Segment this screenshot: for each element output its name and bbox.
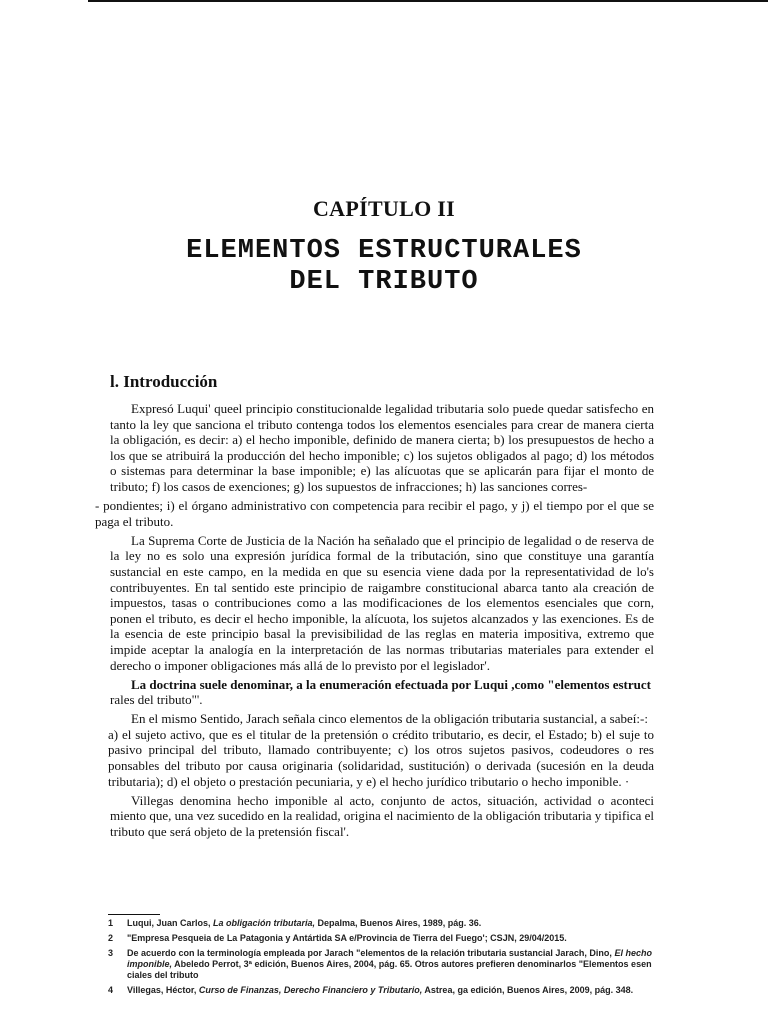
footnote-text [127,918,656,929]
footnote-number: 2 [108,933,114,943]
footnote-text-part: Depalma, Buenos Aires, 1989, pág. 36. [315,918,482,928]
paragraph-1-continuation: - pondientes; i) el órgano administrativo con competencia para recibir el pago, y j) el tiempo por el que se paga el tributo. [95,498,654,529]
top-rule [88,0,768,2]
footnote-text [127,933,656,944]
paragraph-1: Expresó Luqui' queel principio constitucionalde legalidad tributaria solo puede quedar satisfecho en tanto la ley que sanciona el tributo contenga todos los elementos esenciales para crear de manera cierta la obligación, es decir: a) el hecho imponible, definido de manera cierta; b) los presupuestos de hecho a los que se atribuirá la producción del hecho imponible; c) los sujetos obligados al pago; d) los métodos o sistemas para determinar la base imponible; e) las alícuotas que se aplicarán para fijar el monto de tributo; f) los casos de exenciones; g) los supuestos de infracciones; h) las sanciones corres- [110,401,654,494]
paragraph-2: La Suprema Corte de Justicia de la Nación ha señalado que el principio de legalidad o de reserva de la ley no es solo una expresión jurídica formal de la tributación, sino que constituye una garantía sustancial en este campo, en la medida en que su esencia viene dada por la representatividad de lo's contribuyentes. En tal sentido este principio de raigambre constitucional abarca tanto ala creación de impuestos, tasas o contribuciones como a las modificaciones de los elementos esenciales que corn, ponen el tributo, es decir el hecho imponible, la alícuota, los sujetos alcanzados y las exenciones. Es de la esencia de este principio basal la previsibilidad de las reglas en materia impositiva, extremo que impide aceptar la analogía en la interpretación de las normas tributarias materiales para extender el derecho o imponer obligaciones más allá de lo previsto por el legislador'. [110,532,654,673]
footnote-text [127,985,656,996]
paragraph-3: La doctrina suele denominar, a la enumeración efectuada por Luqui ,como "elementos estruct [131,676,651,692]
footnote-number: 4 [108,985,114,995]
footnote-text-part: Abeledo Perrot, 3ª edición, Buenos Aires, 2004, pág. 65. Otros autores prefieren denominarlos "Elementos esen ciales del tributo [127,959,652,980]
section-heading: l. Introducción [110,372,218,391]
footnote-text-part: "Empresa Pesqueia de La Patagonia y Antártida SA e/Provincia de Tierra del Fuego'; CSJN, 29/04/2015. [127,933,567,943]
footnote-text-part: Luqui, Juan Carlos, [127,918,214,928]
paragraph-4-list: a) el sujeto activo, que es el titular de la pretensión o crédito tributario, es decir, el Estado; b) el suje to pasivo principal del tributo, llamado contribuyente; c) los otros sujetos pasivos, codeudores o res ponsables del tributo por causa originaria (solidaridad, sustitución) o derivada (sucesión en la deuda tributaria); d) el objeto o prestación pecuniaria, y e) el hecho jurídico tributario o hecho imponible. · [108,726,654,789]
footnote-text-part: Villegas, Héctor, [127,985,199,995]
footnote-text-part: Astrea, ga edición, Buenos Aires, 2009, pág. 348. [422,985,634,995]
footnote [108,948,656,981]
footnote-text-part: De acuerdo con la terminología empleada por Jarach "elementos de la relación tributaria sustancial Jarach, Dino, [127,948,615,958]
paragraph-4: En el mismo Sentido, Jarach señala cinco elementos de la obligación tributaria sustancial, a sabeí:-: [131,711,648,727]
footnote-number: 1 [108,918,114,928]
footnote-title: La obligación tributaria, [213,918,316,928]
chapter-title-line-2: DEL TRIBUTO [289,267,479,297]
paragraph-5: Villegas denomina hecho imponible al acto, conjunto de actos, situación, actividad o aconteci miento que, una vez sucedido en la realidad, origina el nacimiento de la obligación tributaria y tipifica el tributo que será objeto de la pretensión fiscal'. [110,792,654,839]
footnote-rule [108,914,160,915]
chapter-title-line-1: ELEMENTOS ESTRUCTURALES [186,236,582,266]
footnote [108,918,656,929]
footnotes [108,918,656,1000]
footnote-text [127,948,656,981]
footnote [108,985,656,996]
chapter-title [0,236,768,298]
paragraph-3-continuation: rales del tributo"'. [110,692,203,708]
footnote-title: Curso de Finanzas, Derecho Financiero y Tributario, [198,985,423,995]
chapter-label: CAPÍTULO II [312,196,456,221]
footnote [108,933,656,944]
body-text [95,401,654,843]
footnote-number: 3 [108,948,114,958]
footnote-title: El hecho imponible, [127,948,652,969]
